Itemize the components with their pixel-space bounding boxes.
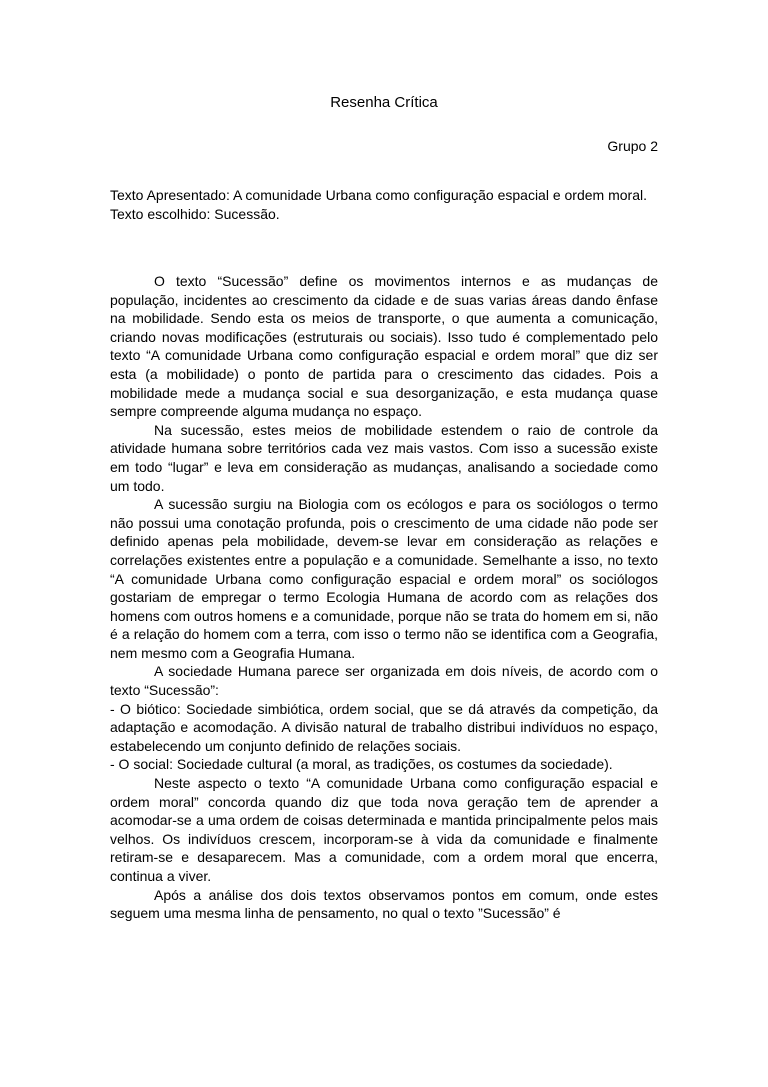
chosen-text-line: Texto escolhido: Sucessão. bbox=[110, 205, 280, 222]
paragraph: A sociedade Humana parece ser organizada em dois níveis, de acordo com o texto “Sucessão”: bbox=[110, 663, 658, 699]
list-item-biotic: - O biótico: Sociedade simbiótica, ordem social, que se dá através da competição, da adaptação e acomodação. A divisão natural de trabalho distribui indivíduos no espaço, estabelecendo um conjunto definido de relações sociais. bbox=[110, 700, 658, 754]
paragraph: O texto “Sucessão” define os movimentos internos e as mudanças de população, incidentes ao crescimento da cidade e de suas varias áreas dando ênfase na mobilidade. Sendo esta os meios de transporte, o que aumenta a comunicação, criando novas modificações (estruturais ou sociais). Isso tudo é complementado pelo texto “A comunidade Urbana como configuração espacial e ordem moral” que diz ser esta (a mobilidade) o ponto de partida para o crescimento das cidades. Pois a mobilidade mede a mudança social e sua desorganização, e esta mudança quase sempre compreende alguma mudança no espaço. bbox=[110, 273, 658, 420]
document-body bbox=[110, 272, 658, 923]
paragraph: Após a análise dos dois textos observamos pontos em comum, onde estes seguem uma mesma linha de pensamento, no qual o texto ”Sucessão” é bbox=[110, 886, 658, 922]
group-label: Grupo 2 bbox=[607, 138, 658, 154]
paragraph: A sucessão surgiu na Biologia com os ecólogos e para os sociólogos o termo não possui uma conotação profunda, pois o crescimento de uma cidade não pode ser definido apenas pela mobilidade, devem-se levar em consideração as relações e correlações existentes entre a população e a comunidade. Semelhante a isso, no texto “A comunidade Urbana como configuração espacial e ordem moral” os sociólogos gostariam de empregar o termo Ecologia Humana de acordo com as relações dos homens com outros homens e a comunidade, porque não se trata do homem em si, não é a relação do homem com a terra, com isso o termo não se identifica com a Geografia, nem mesmo com a Geografia Humana. bbox=[110, 496, 658, 661]
paragraph: Neste aspecto o texto “A comunidade Urbana como configuração espacial e ordem moral” concorda quando diz que toda nova geração tem de aprender a acomodar-se a uma ordem de coisas determinada e mantida principalmente pelos mais velhos. Os indivíduos crescem, incorporam-se à vida da comunidade e finalmente retiram-se e desaparecem. Mas a comunidade, com a ordem moral que encerra, continua a viver. bbox=[110, 775, 658, 884]
document-meta bbox=[110, 186, 658, 223]
paragraph: Na sucessão, estes meios de mobilidade estendem o raio de controle da atividade humana sobre territórios cada vez mais vastos. Com isso a sucessão existe em todo “lugar” e leva em consideração as mudanças, analisando a sociedade como um todo. bbox=[110, 421, 658, 494]
presented-text-line: Texto Apresentado: A comunidade Urbana como configuração espacial e ordem moral. bbox=[110, 187, 647, 203]
list-item-social: - O social: Sociedade cultural (a moral, as tradições, os costumes da sociedade). bbox=[110, 756, 613, 773]
document-title: Resenha Crítica bbox=[330, 94, 438, 111]
